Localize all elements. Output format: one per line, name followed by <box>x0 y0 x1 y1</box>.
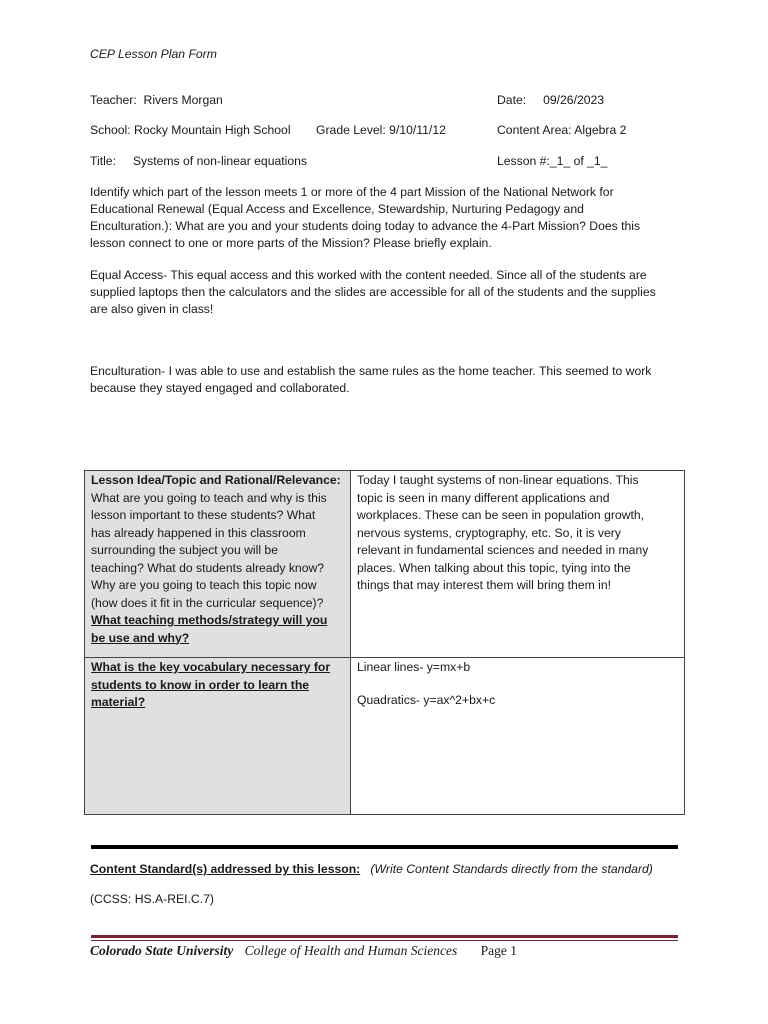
text-line: has already happened in this classroom <box>91 525 306 540</box>
lesson-number-label: Lesson #: <box>497 154 550 168</box>
text-line: Why are you going to teach this topic now <box>91 578 317 592</box>
content-standard-value: (CCSS: HS.A-REI.C.7) <box>90 892 214 906</box>
content-standards-note: (Write Content Standards directly from the standard) <box>370 862 653 876</box>
footer-university: Colorado State University <box>90 943 234 958</box>
teacher-label: Teacher: <box>90 93 137 107</box>
text-line: Enculturation- I was able to use and establish the same rules as the home teacher. This seemed to work <box>90 364 652 378</box>
date-label: Date: <box>497 93 527 107</box>
footer-rule <box>91 940 678 941</box>
text-line: Equal Access- This equal access and this worked with the content needed. Since all of the students are <box>90 268 647 282</box>
text-line: Educational Renewal (Equal Access and Excellence, Stewardship, Nurturing Pedagogy and <box>90 202 584 216</box>
section-divider <box>91 845 678 849</box>
content-standards-line <box>90 862 653 876</box>
text-line: What is the key vocabulary necessary for <box>91 660 331 674</box>
footer-page-number: Page 1 <box>480 943 517 958</box>
table-row <box>85 658 685 815</box>
rationale-prompt-cell <box>85 471 351 658</box>
text-line: relevant in fundamental sciences and needed in many <box>357 543 649 557</box>
school-label: School: <box>90 123 131 137</box>
content-area-label: Content Area: <box>497 123 572 137</box>
text-line: be use and why? <box>91 630 190 645</box>
text-line: because they stayed engaged and collaborated. <box>90 381 350 395</box>
text-line: Enculturation.): What are you and your students doing today to advance the 4-Part Mission? Does this <box>90 219 641 233</box>
vocabulary-prompt-cell <box>85 658 351 815</box>
table-row <box>85 471 685 658</box>
date-field <box>497 93 604 107</box>
text-line: teaching? What do students already know? <box>91 560 325 575</box>
form-title: CEP Lesson Plan Form <box>90 47 217 61</box>
text-line: Today I taught systems of non-linear equations. This <box>357 473 639 487</box>
text-line: supplied laptops then the calculators and the slides are accessible for all of the students and the supplies <box>90 285 656 299</box>
page-footer <box>90 943 517 959</box>
title-field <box>90 154 307 168</box>
text-line: lesson important to these students? What <box>91 508 316 522</box>
text-line: are also given in class! <box>90 302 214 316</box>
school-field <box>90 123 291 137</box>
text-line: nervous systems, cryptography, etc. So, it is very <box>357 525 621 540</box>
lesson-number-value: _1_ of _1_ <box>549 154 608 168</box>
text-line: topic is seen in many different applications and <box>357 490 610 505</box>
text-line: lesson connect to one or more parts of the Mission? Please briefly explain. <box>90 236 492 250</box>
lesson-number-field <box>497 154 607 168</box>
footer-college: College of Health and Human Sciences <box>244 943 458 958</box>
grade-level-label: Grade Level: <box>316 123 386 137</box>
mission-prompt <box>90 184 690 252</box>
text-line: places. When talking about this topic, tying into the <box>357 560 631 575</box>
footer-rule <box>91 935 678 938</box>
content-standards-label: Content Standard(s) addressed by this lesson: <box>90 862 361 876</box>
teacher-value: Rivers Morgan <box>143 93 223 107</box>
text-line: Identify which part of the lesson meets 1 or more of the 4 part Mission of the National Network for <box>90 185 614 199</box>
grade-level-value: 9/10/11/12 <box>389 123 446 137</box>
text-line: surrounding the subject you will be <box>91 543 278 557</box>
text-line: workplaces. These can be seen in population growth, <box>357 508 645 522</box>
text-line: Quadratics- y=ax^2+bx+c <box>357 692 496 707</box>
content-area-value: Algebra 2 <box>574 123 627 137</box>
lesson-plan-table <box>84 470 685 815</box>
content-area-field <box>497 123 626 137</box>
vocabulary-answer-cell <box>351 658 685 815</box>
equal-access-paragraph <box>90 267 690 318</box>
text-line: Linear lines- y=mx+b <box>357 660 471 674</box>
text-line: What teaching methods/strategy will you <box>91 613 328 627</box>
title-value: Systems of non-linear equations <box>132 154 308 168</box>
teacher-field <box>90 93 223 107</box>
title-label: Title: <box>90 154 116 168</box>
enculturation-paragraph <box>90 363 690 397</box>
text-line: (how does it fit in the curricular sequence)? <box>91 595 324 610</box>
school-value: Rocky Mountain High School <box>134 123 291 137</box>
text-line: things that may interest them will bring them in! <box>357 578 612 592</box>
date-value: 09/26/2023 <box>543 93 605 107</box>
text-line: students to know in order to learn the <box>91 677 310 692</box>
rationale-answer-cell <box>351 471 685 658</box>
rationale-heading: Lesson Idea/Topic and Rational/Relevance: <box>91 473 341 487</box>
grade-level-field <box>316 123 446 137</box>
text-line: material? <box>91 695 146 709</box>
text-line: What are you going to teach and why is this <box>91 490 327 505</box>
